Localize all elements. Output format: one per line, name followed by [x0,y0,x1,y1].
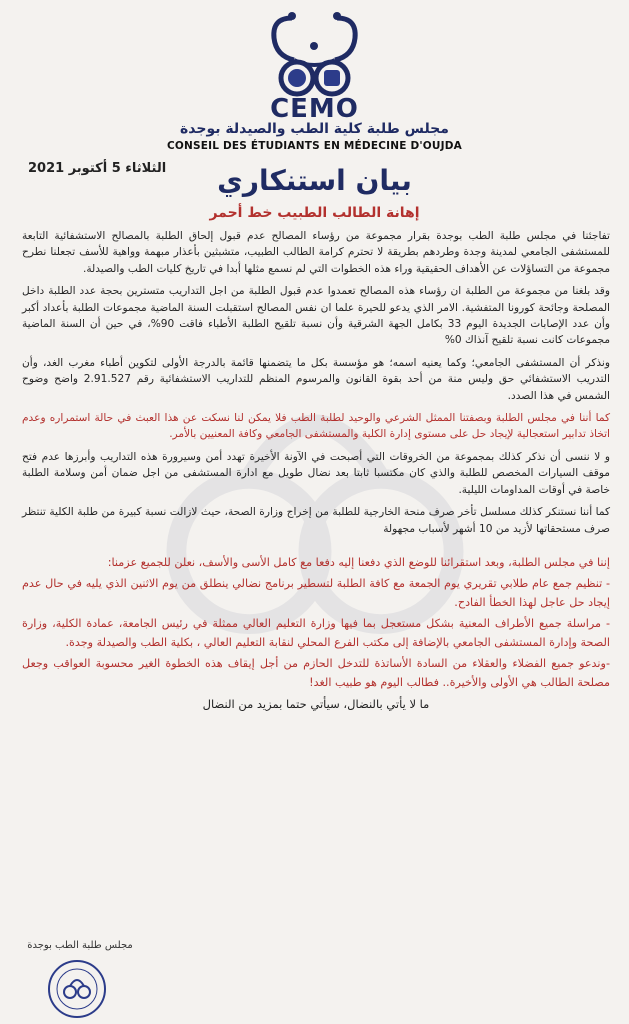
stamp-icon [46,958,108,1020]
paragraph: وقد بلغنا من مجموعة من الطلبة ان رؤساء هذه المصالح تعمدوا عدم قبول الطلبة من اجل التداريب متسترين بحجة عدد الطلبة داخل المصلحة وجائحة كورونا المتفشية. الامر الذي يدعو للحيرة علما ان نفس المصالح استقبلت السنة الماضية مجموعات الطلبة بأعداد أكبر وأن عدد الإصابات الجديدة اليوم 33 بكامل الجهة الشرقية وأن نسبة تلقيح الطلبة الأطباء فاقت 90%، في حين أن السنة الماضية مجموعات كانت نسبة تلقيح آنذاك 0% [22,285,610,347]
signature-label: مجلس طلبة الطب بوجدة [27,940,133,951]
demands-intro: إننا في مجلس الطلبة، وبعد استقرائنا للوضع الذي دفعنا إليه دفعا مع كامل الأسى والأسف، نعلن للجميع عزمنا: [107,555,610,569]
closing-slogan: ما لا يأتي بالنضال، سيأتي حتما بمزيد من النضال [202,696,430,711]
demands-section [22,553,610,692]
paragraph: تفاجئنا في مجلس طلبة الطب بوجدة بقرار مجموعة من رؤساء المصالح عدم قبول إلحاق الطلبة بالمصالح الاستشفائية التابعة للمستشفى الجامعي لمدينة وجدة وطردهم بطريقة لا تحترم كرامة الطالب الطبيب، متشبثين بأعذار مبهمة وواهية للأسف تجعلنا نطرح مجموعة من التساؤلات عن الأهداف الحقيقية وراء هذه الخطوات التي لم نسمع مثلها أبدا في تاريخ كليات الطب والصيدلة. [22,230,610,275]
document-subtitle: إهانة الطالب الطبيب خط أحمر [209,205,420,221]
brand-name: CEMO [270,94,359,124]
paragraph: كما أننا نستنكر كذلك مسلسل تأخر صرف منحة الخارجية للطلبة من إخراج وزارة الصحة، حيث لازالت نسبة كبيرة من طلبة الكلية تنتظر صرف مستحقاتها لأزيد من 10 أشهر لأسباب مجهولة [22,506,610,535]
council-name-arabic: مجلس طلبة كلية الطب والصيدلة بوجدة [180,121,449,137]
council-name-french: CONSEIL DES ÉTUDIANTS EN MÉDECINE D'OUJDA [167,140,462,152]
paragraph: و لا ننسى أن نذكر كذلك بمجموعة من الخروقات التي أصبحت في الآونة الأخيرة تهدد أمن وسيرورة هذه التداريب وأبرزها عدم فتح موقف السيارات المخصص للطلبة والذي كان مكتسبا ثابتا بعد نضال طويل مع ادارة المستشفى من اجل ضمان أمن وسلامة الطلبة خاصة في أوقات المداومات الليلية. [22,450,610,496]
demand-item: - تنظيم جمع عام طلابي تقريري يوم الجمعة مع كافة الطلبة لتسطير برنامج نضالي ينطلق من يوم الاثنين الذي يليه في حال عدم إيجاد حل عاجل لهذا الخطأ الفادح. [22,576,610,609]
demand-item: - مراسلة جميع الأطراف المعنية بشكل مستعجل بما فيها وزارة التعليم العالي ممثلة في رئيس الجامعة، عمادة الكلية، وزارة الصحة وإدارة المستشفى الجامعي بالإضافة إلى مكتب الفرع المحلي لنقابة التعليم العالي ، بكلية الطب والصيدلة وجدة. [22,616,610,649]
document-title: بيان استنكاري [217,164,412,197]
paragraph-highlight: كما أننا في مجلس الطلبة وبصفتنا الممثل الشرعي والوحيد لطلبة الطب فلا يمكن لنا نسكت عن هذا العبث في حالة استمراره وعدم اتخاذ تدابير استعجالية لإيجاد حل على مستوى إدارة الكلية والمستشفى الجامعي وكافة المعنيين بالأمر. [22,412,610,441]
cemo-logo-icon [262,8,367,100]
demand-item: -وندعو جميع الفضلاء والعقلاء من السادة الأساتذة للتدخل الحازم من أجل إيقاف هذه الخطوة الغير محسوبة العواقب وجعل مصلحة الطالب هي الأولى والأخيرة.. فطالب اليوم هو طبيب الغد! [22,656,610,689]
paragraph: ونذكر أن المستشفى الجامعي؛ وكما يعنيه اسمه؛ هو مؤسسة بكل ما يتضمنها قائمة بالدرجة الأولى لتكوين أطباء مغرب الغد، وأن التدريب الاستشفائي حق وليس منة من أحد بقوة القانون والمرسوم المنظم للتداريب الاستشفائية رقم 2.91.527 واضح وضوح الشمس في هذا الصدد. [22,356,610,402]
statement-body [22,228,610,712]
document-date: الثلاثاء 5 أكتوبر 2021 [28,161,167,176]
